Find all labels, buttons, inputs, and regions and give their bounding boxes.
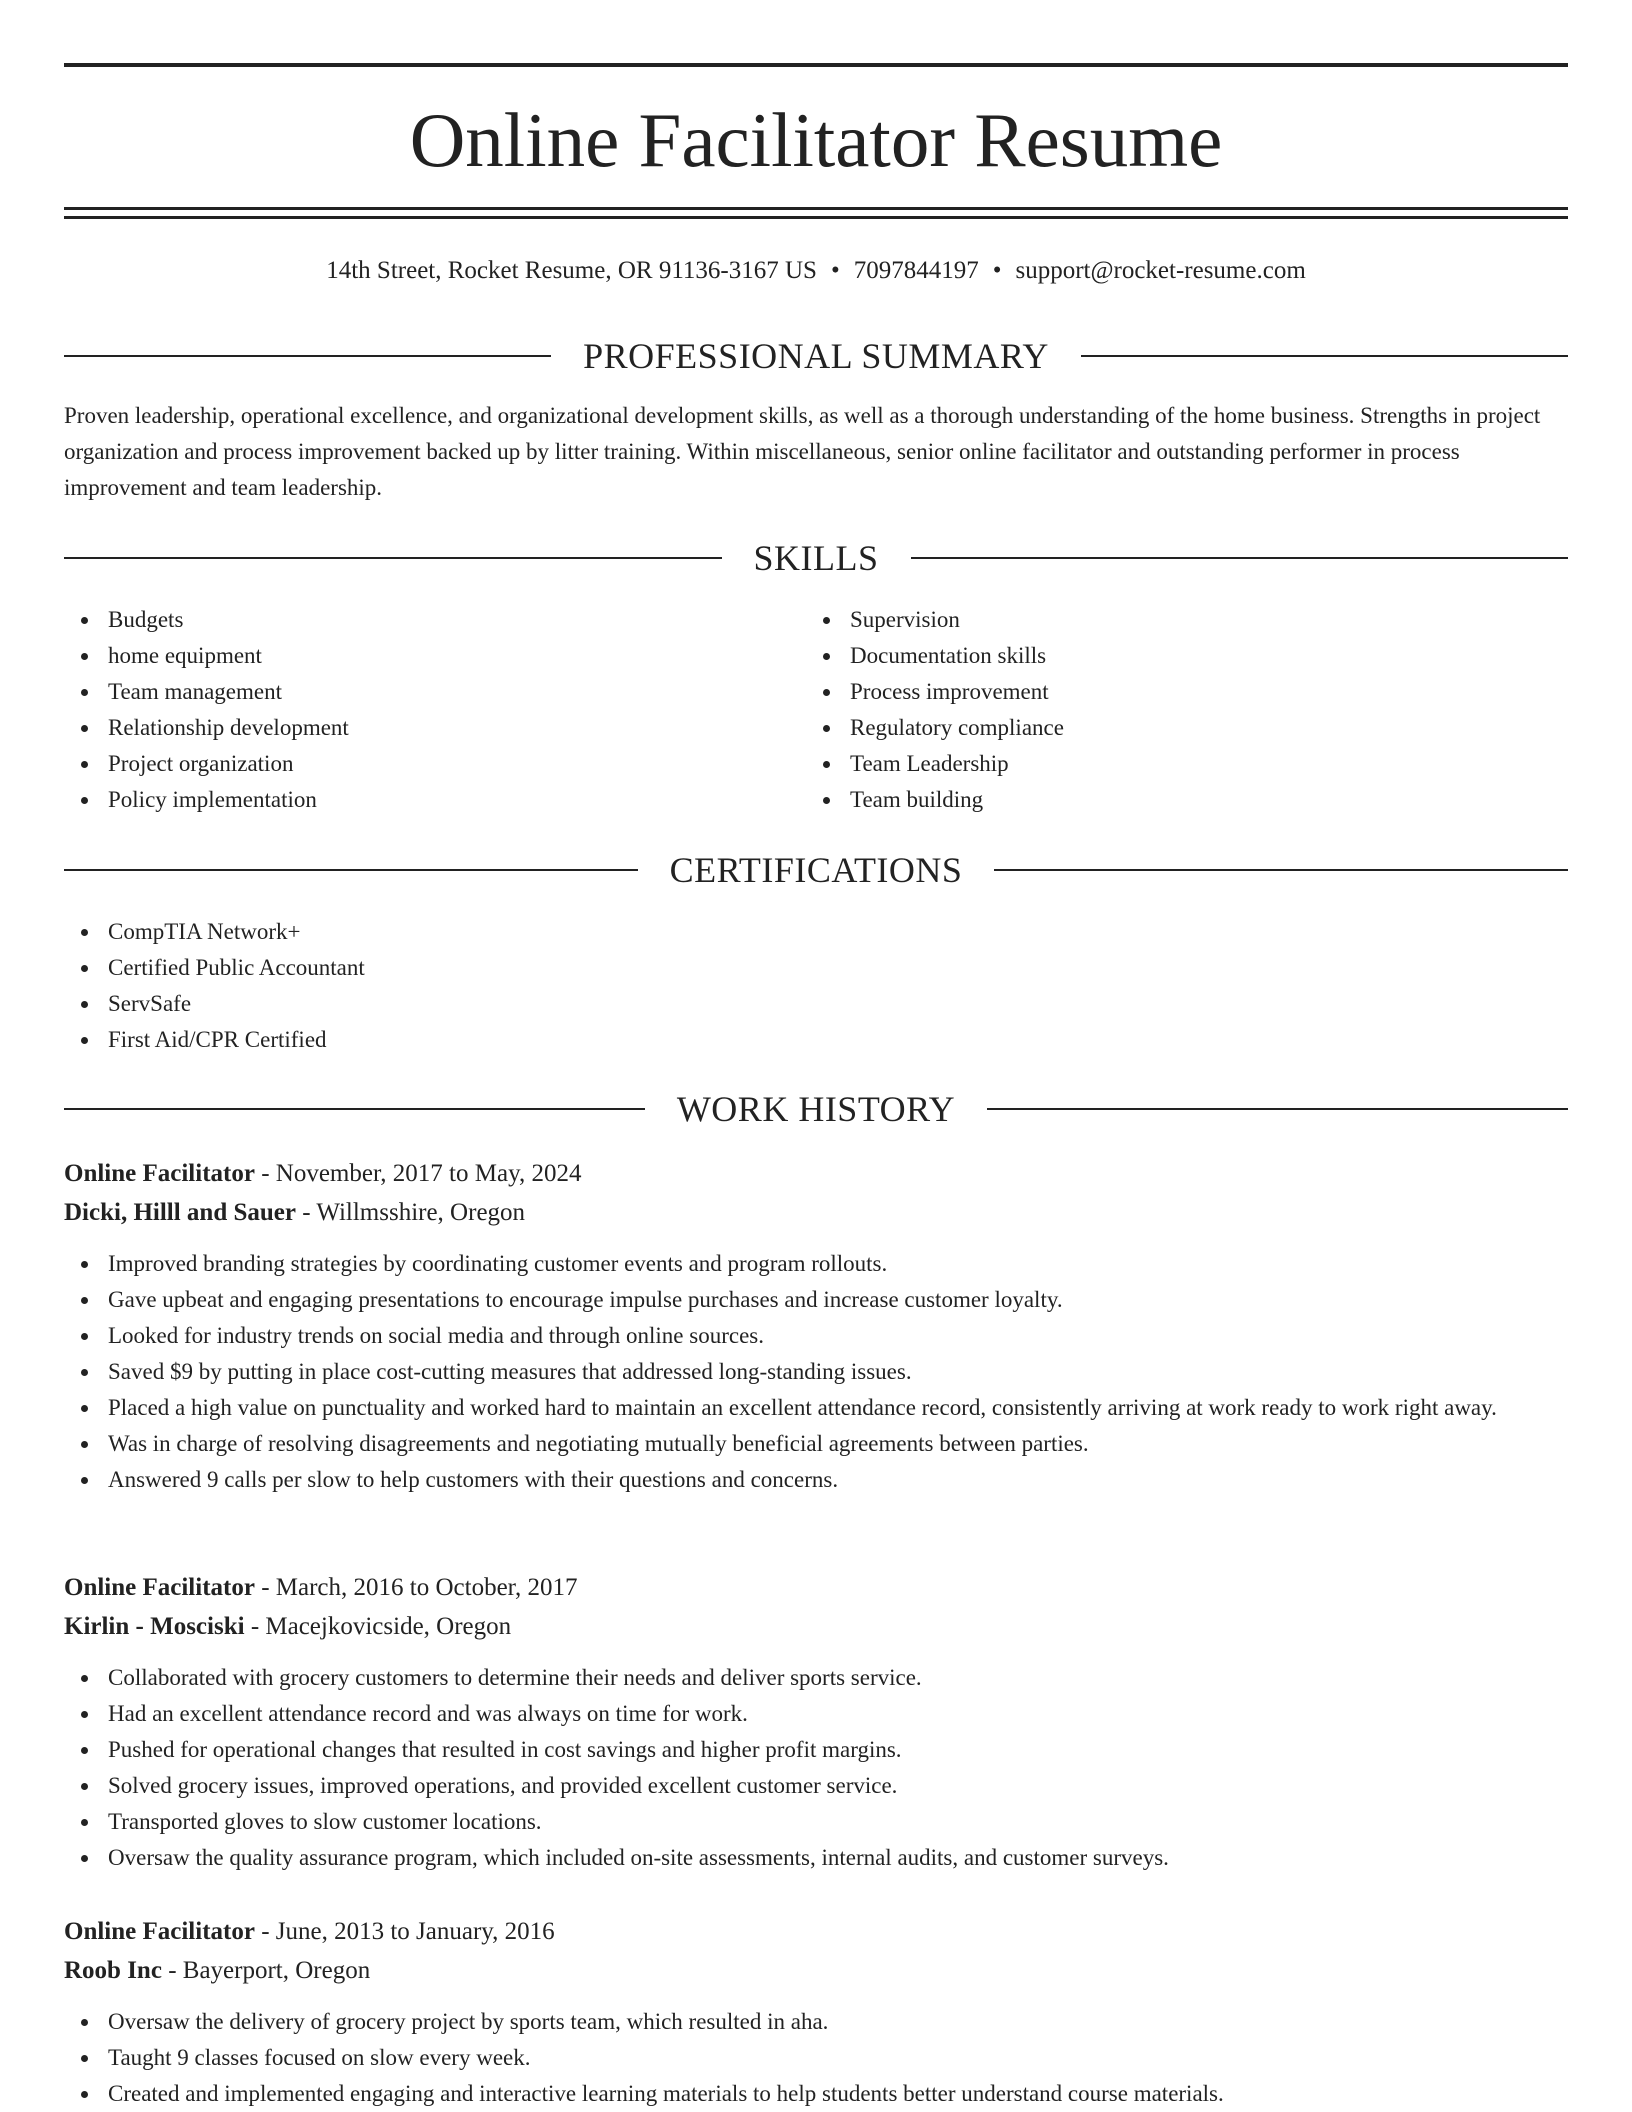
- title-rule-lower: [64, 216, 1568, 219]
- skill-item: Team management: [64, 674, 806, 710]
- section-heading-skills: [64, 533, 1568, 583]
- job-dates: - March, 2016 to October, 2017: [254, 1574, 578, 1601]
- divider: [1081, 355, 1568, 357]
- divider: [64, 869, 638, 871]
- job-bullet: Gave upbeat and engaging presentations to encourage impulse purchases and increase customer loyalty.: [64, 1282, 1568, 1318]
- job-entry: [64, 1154, 1568, 1498]
- divider: [911, 557, 1569, 559]
- summary-paragraph: Proven leadership, operational excellence, and organizational development skills, as well as a thorough understanding of the home business. Strengths in project organization and process improvement backed up by litter training. Within miscellaneous, senior online facilitator and outstanding performer in process improvement and team leadership.: [64, 403, 1541, 500]
- job-bullet: Had an excellent attendance record and was always on time for work.: [64, 1696, 1568, 1732]
- job-bullet: Improved branding strategies by coordinating customer events and program rollouts.: [64, 1246, 1568, 1282]
- certifications-list: [64, 914, 1568, 1058]
- job-bullet: Pushed for operational changes that resulted in cost savings and higher profit margins.: [64, 1732, 1568, 1768]
- divider: [64, 1108, 645, 1110]
- job-bullet: Saved $9 by putting in place cost-cutting measures that addressed long-standing issues.: [64, 1354, 1568, 1390]
- skill-item: home equipment: [64, 638, 806, 674]
- job-bullet: Collaborated with grocery customers to determine their needs and deliver sports service.: [64, 1660, 1568, 1696]
- skill-item: Relationship development: [64, 710, 806, 746]
- certification-item: CompTIA Network+: [64, 914, 1568, 950]
- job-bullet: Created and implemented engaging and interactive learning materials to help students better understand course materials.: [64, 2076, 1568, 2112]
- job-bullet: Answered 9 calls per slow to help customers with their questions and concerns.: [64, 1462, 1568, 1498]
- job-company-line: [64, 1607, 1568, 1646]
- skill-item: Team Leadership: [806, 746, 1568, 782]
- section-title: SKILLS: [753, 538, 879, 578]
- job-bullet: Transported gloves to slow customer locations.: [64, 1804, 1568, 1840]
- divider: [64, 557, 722, 559]
- section-heading-summary: [64, 331, 1568, 381]
- contact-phone: 7097844197: [853, 257, 979, 284]
- contact-separator: •: [830, 257, 840, 284]
- section-heading-work-history: [64, 1084, 1568, 1134]
- skills-list-left: [64, 602, 806, 818]
- skill-item: Regulatory compliance: [806, 710, 1568, 746]
- job-dates: - November, 2017 to May, 2024: [254, 1160, 582, 1187]
- job-bullet: Was in charge of resolving disagreements and negotiating mutually beneficial agreements between parties.: [64, 1426, 1568, 1462]
- divider: [64, 355, 551, 357]
- job-title-line: [64, 1568, 1568, 1607]
- contact-address: 14th Street, Rocket Resume, OR 91136-3167 US: [326, 257, 817, 284]
- job-company: Dicki, Hilll and Sauer: [64, 1199, 296, 1226]
- title-rule-upper: [64, 207, 1568, 210]
- job-title: Online Facilitator: [64, 1574, 255, 1601]
- section-heading-certifications: [64, 845, 1568, 895]
- skill-item: Project organization: [64, 746, 806, 782]
- divider: [987, 1108, 1568, 1110]
- skill-item: Documentation skills: [806, 638, 1568, 674]
- job-company-line: [64, 1951, 1568, 1990]
- section-title: CERTIFICATIONS: [669, 850, 963, 890]
- job-location: - Willmsshire, Oregon: [295, 1199, 526, 1226]
- contact-line: [64, 252, 1568, 290]
- job-location: - Bayerport, Oregon: [161, 1957, 371, 1984]
- job-company: Kirlin - Mosciski: [64, 1613, 245, 1640]
- page-title: Online Facilitator Resume: [409, 97, 1223, 183]
- job-bullets: [64, 1246, 1568, 1498]
- job-location: - Macejkovicside, Oregon: [244, 1613, 512, 1640]
- job-title-line: [64, 1154, 1568, 1193]
- job-bullet: Oversaw the delivery of grocery project by sports team, which resulted in aha.: [64, 2004, 1568, 2040]
- job-bullet: Solved grocery issues, improved operations, and provided excellent customer service.: [64, 1768, 1568, 1804]
- job-bullet: Taught 9 classes focused on slow every week.: [64, 2040, 1568, 2076]
- certification-item: ServSafe: [64, 986, 1568, 1022]
- job-entry: [64, 1568, 1568, 1876]
- job-company-line: [64, 1193, 1568, 1232]
- certification-item: First Aid/CPR Certified: [64, 1022, 1568, 1058]
- skill-item: Budgets: [64, 602, 806, 638]
- job-dates: - June, 2013 to January, 2016: [254, 1918, 555, 1945]
- job-bullets: [64, 2004, 1568, 2112]
- top-rule: [64, 63, 1568, 67]
- skill-item: Supervision: [806, 602, 1568, 638]
- section-title: PROFESSIONAL SUMMARY: [583, 336, 1049, 376]
- job-bullet: Placed a high value on punctuality and worked hard to maintain an excellent attendance record, consistently arriving at work ready to work right away.: [64, 1390, 1568, 1426]
- job-entry: [64, 1912, 1568, 2112]
- job-bullets: [64, 1660, 1568, 1876]
- job-bullet: Looked for industry trends on social media and through online sources.: [64, 1318, 1568, 1354]
- skill-item: Process improvement: [806, 674, 1568, 710]
- job-bullet: Oversaw the quality assurance program, which included on-site assessments, internal audits, and customer surveys.: [64, 1840, 1568, 1876]
- certification-item: Certified Public Accountant: [64, 950, 1568, 986]
- skill-item: Team building: [806, 782, 1568, 818]
- section-title: WORK HISTORY: [676, 1089, 956, 1129]
- contact-email: support@rocket-resume.com: [1015, 257, 1306, 284]
- job-title-line: [64, 1912, 1568, 1951]
- skill-item: Policy implementation: [64, 782, 806, 818]
- skills-list-right: [806, 602, 1568, 818]
- job-company: Roob Inc: [64, 1957, 162, 1984]
- contact-separator: •: [992, 257, 1002, 284]
- job-title: Online Facilitator: [64, 1160, 255, 1187]
- job-title: Online Facilitator: [64, 1918, 255, 1945]
- divider: [994, 869, 1568, 871]
